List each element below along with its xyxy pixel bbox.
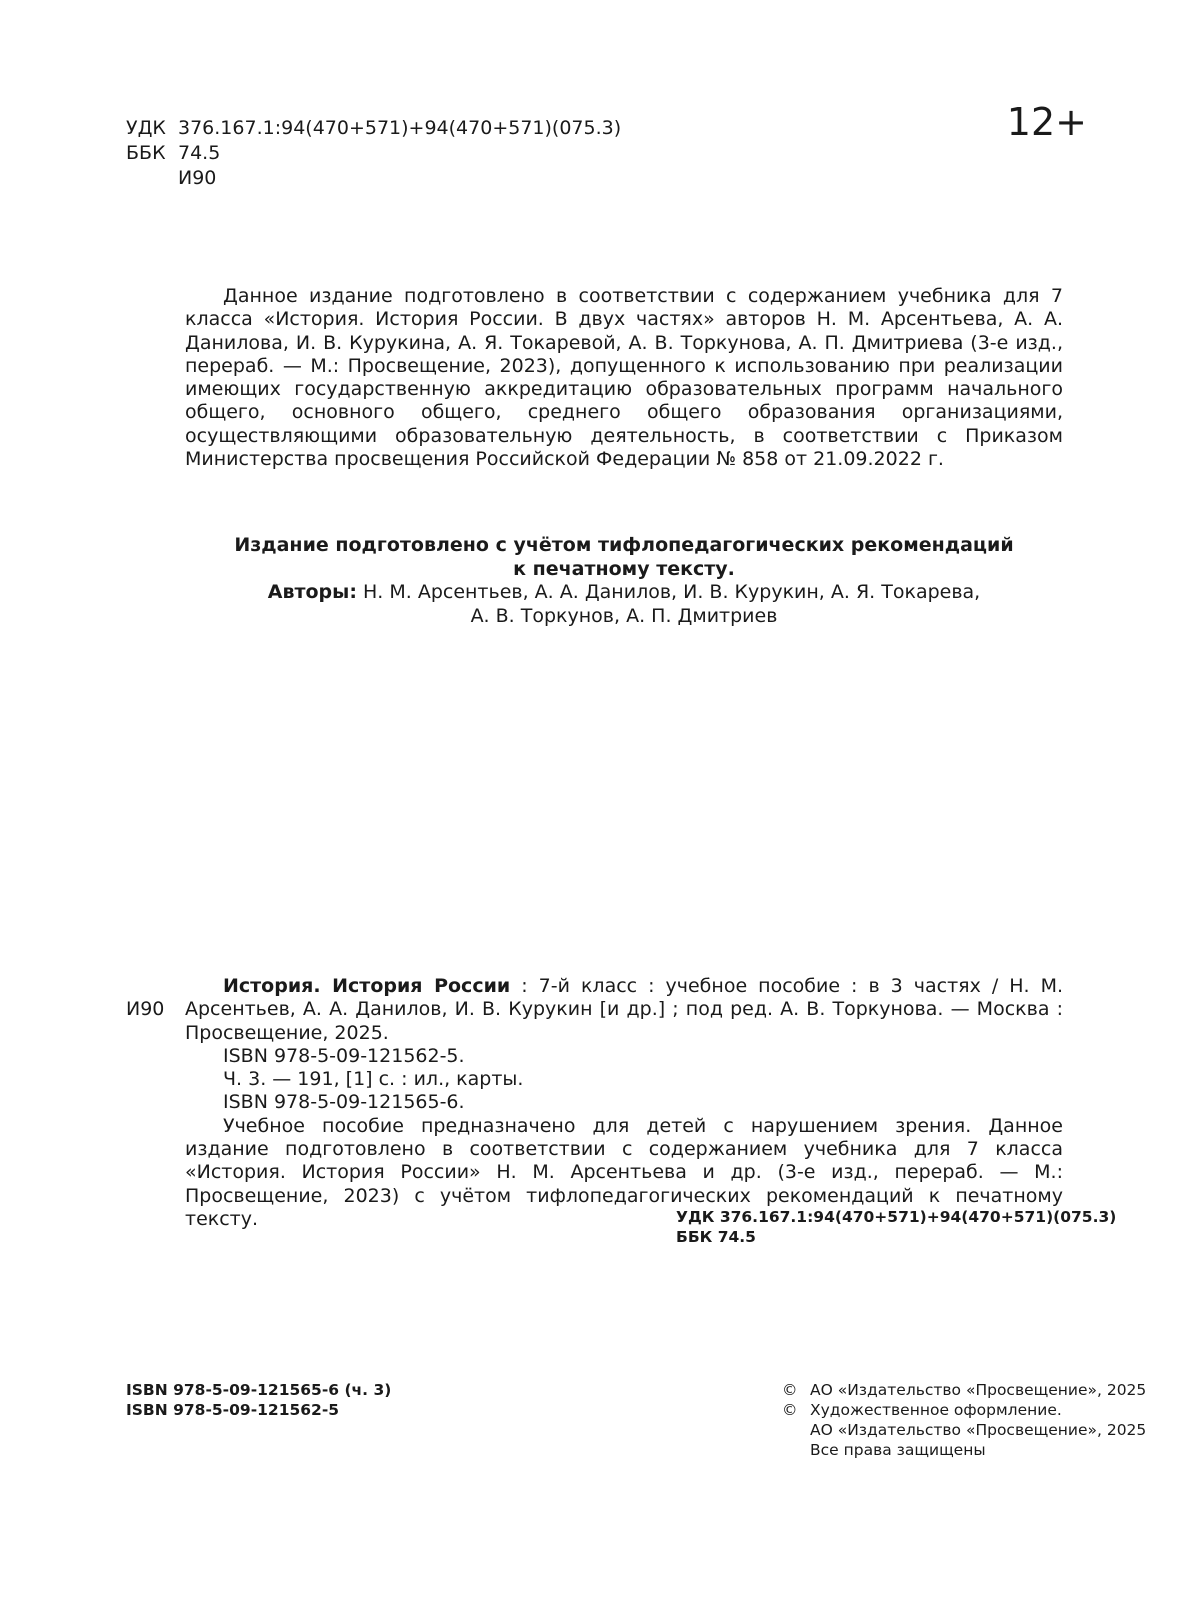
- copyright-icon: ©: [782, 1401, 798, 1419]
- recommendation-line2: к печатному тексту.: [513, 557, 735, 580]
- copyright-icon: ©: [782, 1381, 798, 1399]
- bib-isbn-main: ISBN 978-5-09-121562-5.: [223, 1044, 465, 1067]
- bib-description-text: : 7-й класс : учебное пособие : в 3 частях / Н. М. Арсентьев, А. А. Данилов, И. В. Курукин [и др.] ; под ред. А. В. Торкунова. — Москва : Просвещение, 2025.: [185, 975, 1064, 1044]
- bib-annotation: Учебное пособие предназначено для детей с нарушением зрения. Данное издание подготовлено в соответствии с содержанием учебника для 7 класса «История. История России» Н. М. Арсентьева и др. (3-е изд., перераб. — М.: Просвещение, 2023) с учётом тифлопедагогических рекомендаций к печатному тексту.: [185, 1114, 1063, 1230]
- bbk-label: ББК: [126, 142, 166, 164]
- copyright-text1: АО «Издательство «Просвещение», 2025: [810, 1381, 1147, 1399]
- rights-text: Все права защищены: [810, 1441, 986, 1459]
- udk-row: [126, 116, 621, 141]
- bib-author-mark: И90: [126, 998, 165, 1020]
- edition-notice-text: Данное издание подготовлено в соответствии с содержанием учебника для 7 класса «История. История России. В двух частях» авторов Н. М. Арсентьева, А. А. Данилова, И. В. Курукина, А. Я. Токаревой, А. В. Торкунова, А. П. Дмитриева (3-е изд., перераб. — М.: Просвещение, 2023), допущенного к использованию при реализации имеющих государственную аккредитацию образовательных программ начального общего, основного общего, среднего общего образования организациями, осуществляющими образовательную деятельность, в соответствии с Приказом Министерства просвещения Российской Федерации № 858 от 21.09.2022 г.: [185, 285, 1063, 471]
- bbk-value: 74.5: [178, 142, 221, 164]
- copyright-text2a: Художественное оформление.: [810, 1401, 1062, 1419]
- isbn-set: ISBN 978-5-09-121562-5: [126, 1401, 340, 1419]
- copyright-block: [782, 1380, 1146, 1460]
- bib-udk: УДК 376.167.1:94(470+571)+94(470+571)(075.3): [676, 1208, 1117, 1226]
- isbn-block: [126, 1380, 391, 1420]
- age-rating: 12+: [1006, 100, 1087, 144]
- bib-bbk: ББК 74.5: [676, 1228, 756, 1246]
- bib-part: Ч. 3. — 191, [1] с. : ил., карты.: [223, 1068, 524, 1091]
- authors-line1: [185, 581, 1063, 605]
- bibliographic-record: [185, 975, 1063, 1231]
- bib-classification: [676, 1207, 1116, 1247]
- copyright-line2: [782, 1400, 1146, 1420]
- edition-notice: [185, 285, 1063, 471]
- authors-line2: А. В. Торкунов, А. П. Дмитриев: [470, 604, 778, 627]
- copyright-line1: [782, 1380, 1146, 1400]
- bib-description: [185, 975, 1063, 1045]
- bbk-row: [126, 141, 621, 166]
- isbn-part3: ISBN 978-5-09-121565-6 (ч. 3): [126, 1381, 392, 1399]
- authors-names-1: Н. М. Арсентьев, А. А. Данилов, И. В. Курукин, А. Я. Токарева,: [356, 581, 981, 603]
- udk-label: УДК: [126, 117, 166, 139]
- recommendation-line1: Издание подготовлено с учётом тифлопедагогических рекомендаций: [234, 534, 1014, 556]
- copyright-line3: [782, 1420, 1146, 1440]
- udk-value: 376.167.1:94(470+571)+94(470+571)(075.3): [178, 117, 622, 139]
- copyright-text2b: АО «Издательство «Просвещение», 2025: [810, 1421, 1147, 1439]
- author-mark-row: [126, 166, 621, 191]
- recommendation-block: [185, 534, 1063, 628]
- author-mark: И90: [178, 167, 217, 189]
- bib-isbn-part: ISBN 978-5-09-121565-6.: [223, 1091, 465, 1114]
- authors-label: Авторы:: [267, 581, 357, 603]
- classification-codes: [126, 116, 621, 191]
- rights-line: [782, 1440, 1146, 1460]
- bib-title: История. История России: [223, 975, 511, 997]
